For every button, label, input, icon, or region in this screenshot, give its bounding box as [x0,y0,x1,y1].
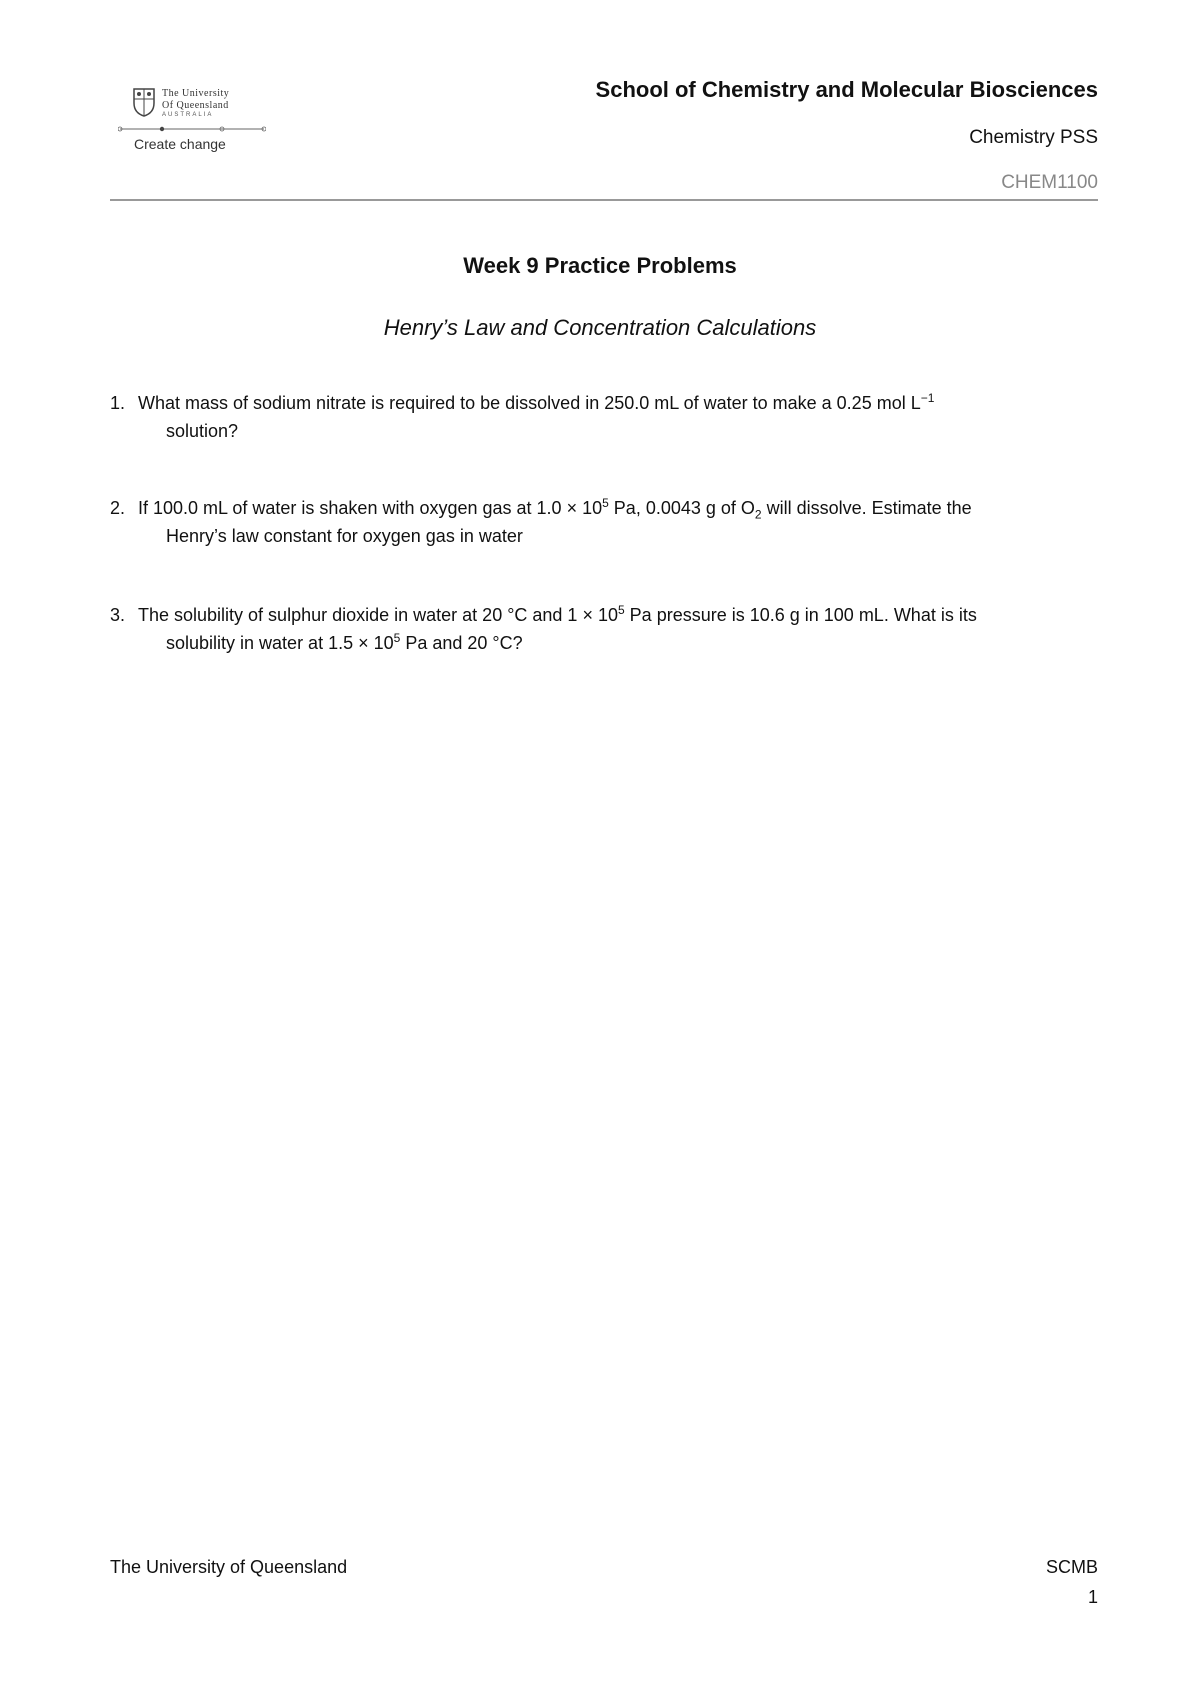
logo-university-line2: Of Queensland [162,100,229,111]
logo-tagline: Create change [134,136,226,152]
logo-country: AUSTRALIA [162,112,214,118]
footer-institution: The University of Queensland [110,1557,348,1577]
university-logo [110,82,270,154]
logo-university-line1: The University [162,88,230,99]
question-number: 1. [110,393,126,413]
superscript: 5 [602,496,609,510]
question-text-part: What mass of sodium nitrate is required to be dissolved in 250.0 mL of water to make a 0.25 mol L [138,393,921,413]
question-text-part: will dissolve. Estimate the [766,498,972,518]
question-text [138,601,1098,657]
course-code: CHEM1100 [1001,172,1098,193]
school-name: School of Chemistry and Molecular Biosciences [595,77,1098,102]
question-text-part: Henry’s law constant for oxygen gas in water [166,526,523,546]
question-text-part: Pa, 0.0043 g of O [608,498,755,518]
question-text-part: Pa and 20 °C? [400,633,523,653]
program-name: Chemistry PSS [969,127,1098,148]
question-text-part: Pa pressure is 10.6 g in 100 mL. What is its [624,605,977,625]
question-text-part: solubility in water at 1.5 × 10 [166,633,394,653]
question-text [138,494,1098,550]
page-title: Week 9 Practice Problems [463,253,737,278]
superscript: 5 [617,603,625,617]
logo-divider [118,126,266,132]
question-1 [110,389,1098,445]
question-text [138,389,1098,445]
question-text-part: If 100.0 mL of water is shaken with oxygen gas at 1.0 × 10 [138,498,603,518]
question-3 [110,601,1098,657]
superscript: 5 [393,631,401,645]
footer-department: SCMB [1045,1557,1098,1577]
question-2 [110,494,1098,550]
question-text-part: solution? [166,421,239,441]
question-number: 3. [110,605,126,625]
question-number: 2. [110,498,126,518]
question-text-line2 [138,629,1098,657]
header-divider [110,199,1098,201]
page-number: 1 [1087,1587,1098,1607]
subscript: 2 [754,507,762,522]
superscript: −1 [920,391,935,405]
page-subtitle: Henry’s Law and Concentration Calculations [383,315,817,340]
university-crest-icon [132,87,156,117]
question-text-part: The solubility of sulphur dioxide in water at 20 °C and 1 × 10 [138,605,618,625]
